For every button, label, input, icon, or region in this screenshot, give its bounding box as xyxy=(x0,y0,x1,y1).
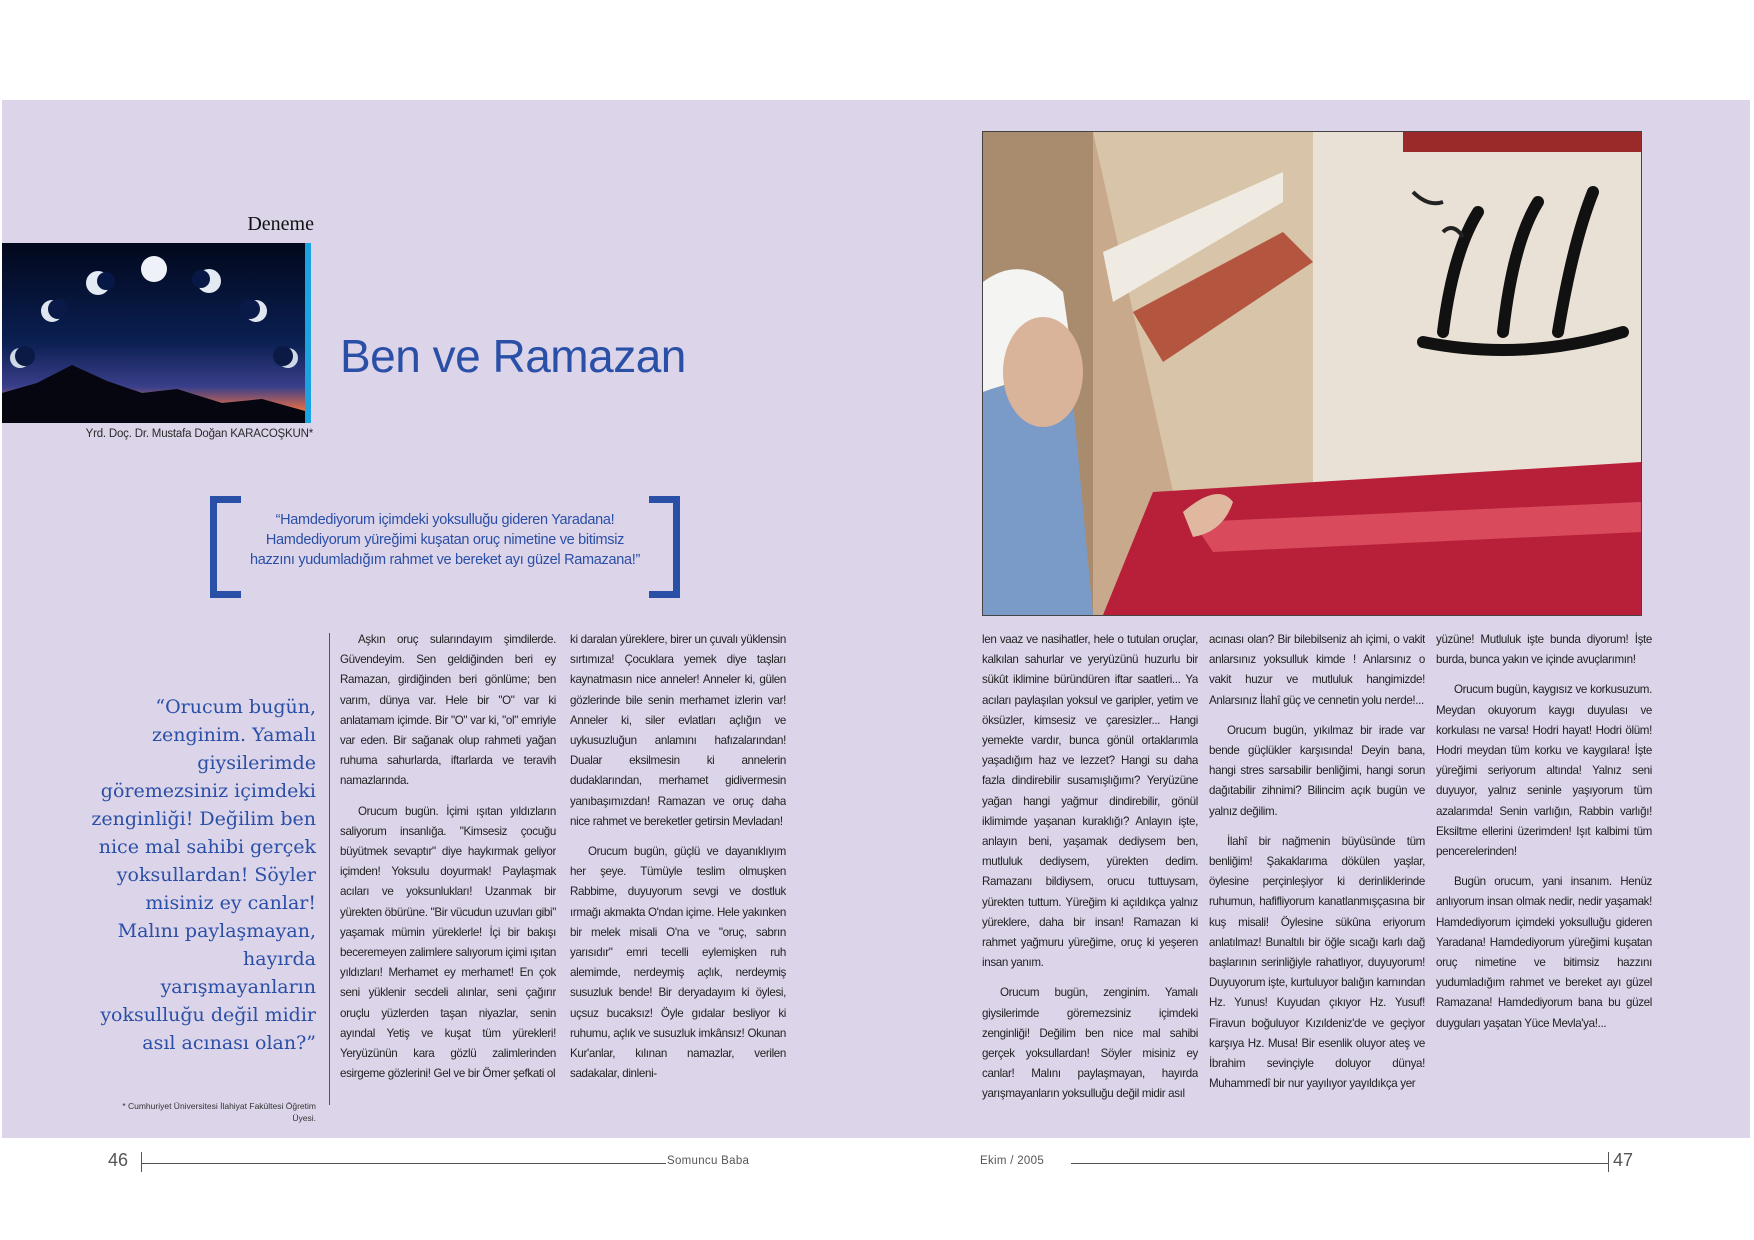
paragraph: Bugün orucum, yani insanım. Henüz anlıyorum insan olmak nedir, nedir yaşamak! Hamdediyorum içimdeki yoksulluğu gideren Yaradana! Hamdediyorum yüreğimi kuşatan oruç nimetine ve bitimsiz hazzını yudumladığım rahmet ve bereket ayı güzel Ramazana! Hamdediyorum bana bu güzel duyguları yaşatan Yüce Mevla'ya!... xyxy=(1436,875,1652,1030)
footnote: * Cumhuriyet Üniversitesi İlahiyat Fakültesi Öğretim Üyesi. xyxy=(122,1101,316,1123)
paragraph: Orucum bugün, kaygısız ve korkusuzum. Meydan okuyorum kaygı duyulası ve korkulası ne varsa! Hodri hayat! Hodri ölüm! Hodri meydan tüm korku ve kaygılara! İşte yüreğimi seriyorum altında! Yalnız seni duyuyor, yalnız seninle yaşıyorum tüm azalarımda! Senin varlığın, Rabbin varlığı! Eksiltme ellerini üzerimden! Işıt kalbimi tüm pencerelerinden! xyxy=(1436,683,1652,859)
section-label: Deneme xyxy=(247,213,314,235)
column-rule xyxy=(329,633,330,1105)
left-page-number: 46 xyxy=(108,1150,129,1170)
paragraph: yüzüne! Mutluluk işte bunda diyorum! İşte burda, bunca yakın ve içinde avuçlarımın! xyxy=(1436,633,1652,667)
text-column-1 xyxy=(340,630,556,1105)
moon-phases-photo xyxy=(2,243,311,423)
paragraph: Orucum bugün, zenginim. Yamalı giysilerimde göremezsiniz içimdeki zenginliği! Değilim ben nice mal sahibi gerçek yoksullardan! Söyler misiniz ey canlar! Malını paylaşmayan, hayırda yarışmayanların yoksulluğu değil midir asıl xyxy=(982,986,1198,1101)
paragraph: Orucum bugün, yıkılmaz bir irade var bende güçlükler karşısında! Deyin bana, hangi stres sarsabilir benliğimi, hangi sorun dağıtabilir zihnimi? Bilincim açık bugün ve yalnız değilim. xyxy=(1209,723,1425,818)
footer-rule xyxy=(1071,1163,1608,1164)
paragraph: Aşkın oruç sularındayım şimdilerde. Güvendeyim. Sen geldiğinden beri ey Ramazan, girdiğinden beri gönlüme; ben varım, dünya var. Hele bir "O" var ki anlatamam içimde. Bir "O" var ki, "ol" emriyle var eden. Bir sağanak olup rahmeti yağan ruhuma sahurlarda, iftarlarda ve teravih namazlarında. xyxy=(340,633,556,788)
footer-magazine-name: Somuncu Baba xyxy=(667,1155,750,1167)
right-page-number: 47 xyxy=(1613,1150,1634,1170)
footer-tick xyxy=(141,1152,142,1172)
paragraph: Orucum bugün. İçimi ışıtan yıldızların saliyorum insanlığa. "Kimsesiz çocuğu büyütmek sevaptır" diye haykırmak geliyor içimden! Yoksulu doyurmak! Paylaşmak acıları ve yoksunlukları! Uzanmak bir yürekten öbürüne. "Bir vücudun uzuvları gibi" yaşamak mümin yüreklerle! İçi bir bakışı beceremeyen zalimlere salıyorum içimi ışıtan yıldızları! Merhamet ey merhamet! En çok seni yüklenir secdeli alınlar, seni çağırır oruçlu yüzlerden taşan niyazlar, senin ayındal Yetiş ve kuşat tüm yürekleri! Yeryüzünün kara gözlü zalimlerinden esirgeme gözlerini! Gel ve bir Ömer şefkati ol xyxy=(340,804,556,1081)
text-column-4 xyxy=(1209,630,1425,1105)
paragraph: acınası olan? Bir bilebilseniz ah içimi, o vakit anlarsınız yoksulluk kimde ! Anlarsınız o vakit huzur ve mutluluk hangimizde! Anlarsınız İlahî güç ve cennetin yolu nerde!... xyxy=(1209,633,1425,707)
mosque-prayer-photo xyxy=(982,131,1642,616)
footer-issue-date: Ekim / 2005 xyxy=(980,1155,1045,1167)
paragraph: Orucum bugün, güçlü ve dayanıklıyım her şeye. Tümüyle teslim olmuşken Rabbime, duyuyorum sevgi ve dostluk ırmağı akmakta O'ndan içime. Hele yakınken bir melek misali O'na ve "oruç, sabrın yarısıdır" emri tecelli eylemişken ruh alemimde, nerdeymiş açlık, nerdeymiş susuzluk bende! Bir deryadayım ki öylesi, uçsuz bucaksız! Öyle gıdalar besliyor ki ruhumu, açlık ve susuzluk imkânsız! Okunan Kur'anlar, kılınan namazlar, verilen sadakalar, dinleni- xyxy=(570,845,786,1081)
pull-quote-text: “Hamdediyorum içimdeki yoksulluğu gideren Yaradana! Hamdediyorum yüreğimi kuşatan oruç nimetine ve bitimsiz hazzını yudumladığım rahmet ve bereket ayı güzel Ramazana!” xyxy=(249,512,641,568)
footer-rule xyxy=(142,1163,666,1164)
paragraph: ki daralan yüreklere, birer un çuvalı yüklensin sırtımıza! Çocuklara yemek diye taşları kaynatmasın nice anneler! Anneler ki, gülen gözlerinde bile senin merhamet izlerin var! Anneler ki, siler evlatları açlığın ve uykusuzluğun anlamını hafızalarından! Dualar eksilmesin ki annelerin dudaklarından, merhamet gidivermesin yanıbaşımızdan! Ramazan ve oruç daha nice rahmet ve bereketler getirsin Mevladan! xyxy=(570,633,786,828)
text-column-2 xyxy=(570,630,786,1105)
text-column-3 xyxy=(982,630,1198,1105)
paragraph: İlahî bir nağmenin büyüsünde tüm benliğim! Şakaklarıma dökülen yaşlar, öylesine perçinleşiyor ki derinliklerinde ruhumun, hafifliyorum kanatlanmışçasına bir kuş misali! Öylesine sükûna eriyorum anlatılmaz! Bunaltılı bir öğle sıcağı karlı dağ başlarının serinliğiyle rahatlıyor, duyuyorum! Duyuyorum işte, kurtuluyor balığın karnından Hz. Yunus! Kuyudan çıkıyor Hz. Yusuf! Firavun boğuluyor Kızıldeniz'de ve geçiyor karşıya Hz. Musa! Bir esenlik oluyor ateş ve İbrahim sevinçiyle doluyor dünya! Muhammedî bir nur yayılıyor yayıldıkça yer xyxy=(1209,834,1425,1091)
right-bracket-icon xyxy=(649,496,680,598)
footer-tick xyxy=(1608,1152,1609,1172)
article-title: Ben ve Ramazan xyxy=(340,329,686,382)
left-bracket-icon xyxy=(210,496,241,598)
side-quote: “Orucum bugün, zenginim. Yamalı giysilerimde göremezsiniz içimdeki zenginliği! Değilim ben nice mal sahibi gerçek yoksullardan! Söyler misiniz ey canlar! Malını paylaşmayan, hayırda yarışmayanların yoksulluğu değil midir asıl acınası olan?” xyxy=(91,696,316,1054)
author-name: Yrd. Doç. Dr. Mustafa Doğan KARACOŞKUN* xyxy=(85,428,313,440)
paragraph: len vaaz ve nasihatler, hele o tutulan oruçlar, kalkılan sahurlar ve yeryüzünü huzurlu bir sükût iklimine büründüren iftar saatleri... Ya acıları paylaşılan yoksul ve garipler, yetim ve öksüzler, kimsesiz ve çaresizler... Hangi yemekte vardır, bunca gönül ortaklarımla yaşadığım haz ve lezzet? Hangi su daha fazla dindirebilir susamışlığımı? Yeryüzüne yağan hangi yağmur dindirebilir, gönül iklimimde yaşanan kuraklığı? Anlayın işte, anlayın beni, yaşamak dediysem ben, mutluluk dediysem, yürekten dedim. Ramazanı bildiysem, orucu tuttuysam, yürekten tuttum. Yüreğim ki açıldıkça yalnız yüreklere, daha bir insan! Ramazan ki rahmet yağmuru yüreğime, oruç ki yeşeren insan yanım. xyxy=(982,633,1198,970)
text-column-5 xyxy=(1436,630,1652,1105)
pull-quote xyxy=(210,496,680,586)
